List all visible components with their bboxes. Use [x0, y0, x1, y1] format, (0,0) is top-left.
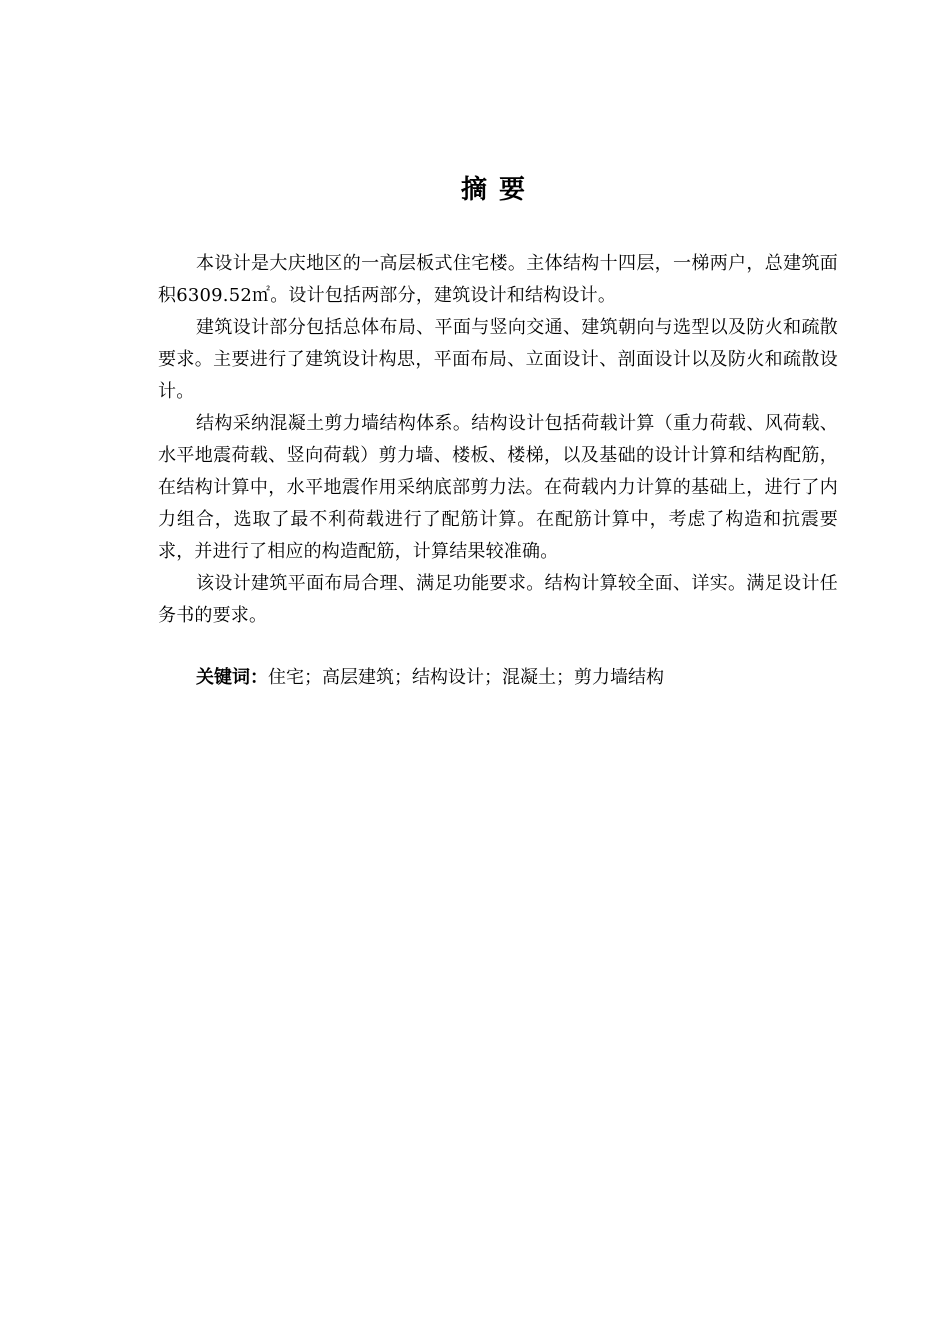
page-title: 摘要 [460, 175, 537, 205]
keywords-value: 住宅；高层建筑；结构设计；混凝土；剪力墙结构 [268, 667, 664, 688]
abstract-paragraph-4: 该设计建筑平面布局合理、满足功能要求。结构计算较全面、详实。满足设计任务书的要求。 [158, 573, 838, 626]
keywords-line [196, 662, 836, 694]
keywords-label: 关键词： [196, 667, 268, 688]
abstract-paragraph-1: 本设计是大庆地区的一高层板式住宅楼。主体结构十四层，一梯两户，总建筑面积6309.52㎡。设计包括两部分，建筑设计和结构设计。 [158, 253, 838, 306]
abstract-paragraph-2: 建筑设计部分包括总体布局、平面与竖向交通、建筑朝向与选型以及防火和疏散要求。主要进行了建筑设计构思，平面布局、立面设计、剖面设计以及防火和疏散设计。 [158, 317, 838, 402]
abstract-paragraph-3: 结构采纳混凝土剪力墙结构体系。结构设计包括荷载计算（重力荷载、风荷载、水平地震荷载、竖向荷载）剪力墙、楼板、楼梯，以及基础的设计计算和结构配筋，在结构计算中，水平地震作用采纳底部剪力法。在荷载内力计算的基础上，进行了内力组合，选取了最不利荷载进行了配筋计算。在配筋计算中，考虑了构造和抗震要求，并进行了相应的构造配筋，计算结果较准确。 [158, 413, 838, 562]
abstract-body [158, 248, 838, 632]
